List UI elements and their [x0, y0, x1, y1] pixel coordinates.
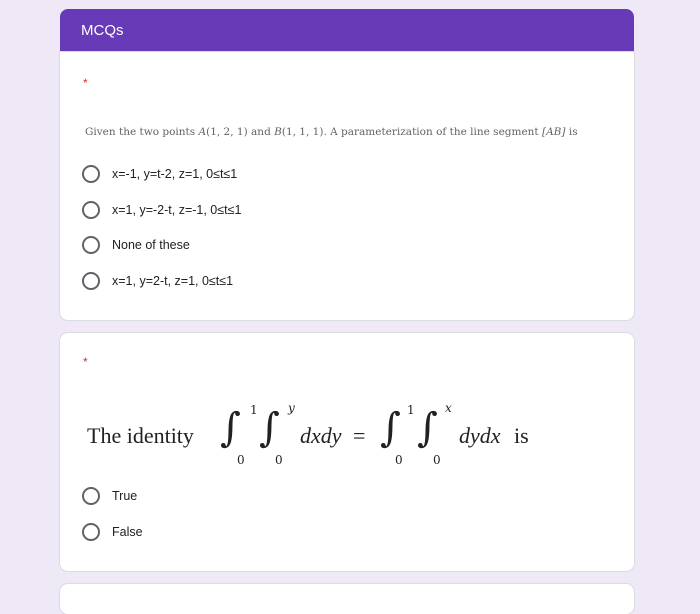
- required-marker: *: [83, 76, 88, 90]
- integral-1-lower: 0: [237, 453, 245, 467]
- option-label: None of these: [112, 238, 190, 252]
- integral-sign-4: ∫: [417, 405, 438, 451]
- point-b: B: [274, 126, 282, 138]
- section-header: [60, 9, 634, 52]
- radio-button[interactable]: [82, 236, 100, 254]
- question-text-and: and: [247, 126, 275, 138]
- integral-4-upper: x: [445, 401, 452, 415]
- radio-button[interactable]: [82, 523, 100, 541]
- integrand-left: dxdy: [300, 423, 342, 448]
- option-label: x=-1, y=t-2, z=1, 0≤t≤1: [112, 167, 238, 181]
- section-title: MCQs: [81, 22, 124, 39]
- integral-4-lower: 0: [433, 453, 441, 467]
- radio-button[interactable]: [82, 201, 100, 219]
- equals-sign: =: [353, 423, 366, 448]
- equation-tail: is: [514, 423, 529, 448]
- required-marker: *: [83, 355, 88, 369]
- option-false[interactable]: [82, 522, 143, 542]
- question-text-prefix: Given the two points: [85, 126, 199, 138]
- question-text-end: is: [565, 126, 578, 138]
- option-2[interactable]: [82, 200, 241, 220]
- question-card-1: [60, 52, 634, 320]
- option-label: True: [112, 489, 138, 503]
- radio-button[interactable]: [82, 272, 100, 290]
- question-card-2: [60, 333, 634, 571]
- option-3[interactable]: [82, 235, 190, 255]
- option-label: x=1, y=-2-t, z=-1, 0≤t≤1: [112, 203, 242, 217]
- radio-button[interactable]: [82, 487, 100, 505]
- equation-lead: The identity: [87, 423, 194, 448]
- option-label: x=1, y=2-t, z=1, 0≤t≤1: [112, 274, 234, 288]
- option-1[interactable]: [82, 164, 237, 184]
- point-b-coords: (1, 1, 1): [281, 126, 324, 138]
- integral-sign-3: ∫: [380, 405, 401, 451]
- integral-3-upper: 1: [407, 403, 415, 417]
- question-text: [85, 126, 625, 138]
- point-a-coords: (1, 2, 1): [206, 126, 248, 138]
- integral-2-lower: 0: [275, 453, 283, 467]
- integral-sign-2: ∫: [259, 405, 280, 451]
- question-card-3: [60, 584, 634, 614]
- integral-2-upper: y: [288, 401, 295, 415]
- point-a: A: [198, 126, 207, 138]
- option-true[interactable]: [82, 486, 137, 506]
- integral-1-upper: 1: [250, 403, 258, 417]
- option-label: False: [112, 525, 143, 539]
- integrand-right: dydx: [459, 423, 501, 448]
- segment-ab: [AB]: [542, 126, 566, 138]
- question-text-suffix: . A parameterization of the line segment: [323, 126, 542, 138]
- radio-button[interactable]: [82, 165, 100, 183]
- option-4[interactable]: [82, 271, 233, 291]
- integral-3-lower: 0: [395, 453, 403, 467]
- integral-sign-1: ∫: [220, 405, 241, 451]
